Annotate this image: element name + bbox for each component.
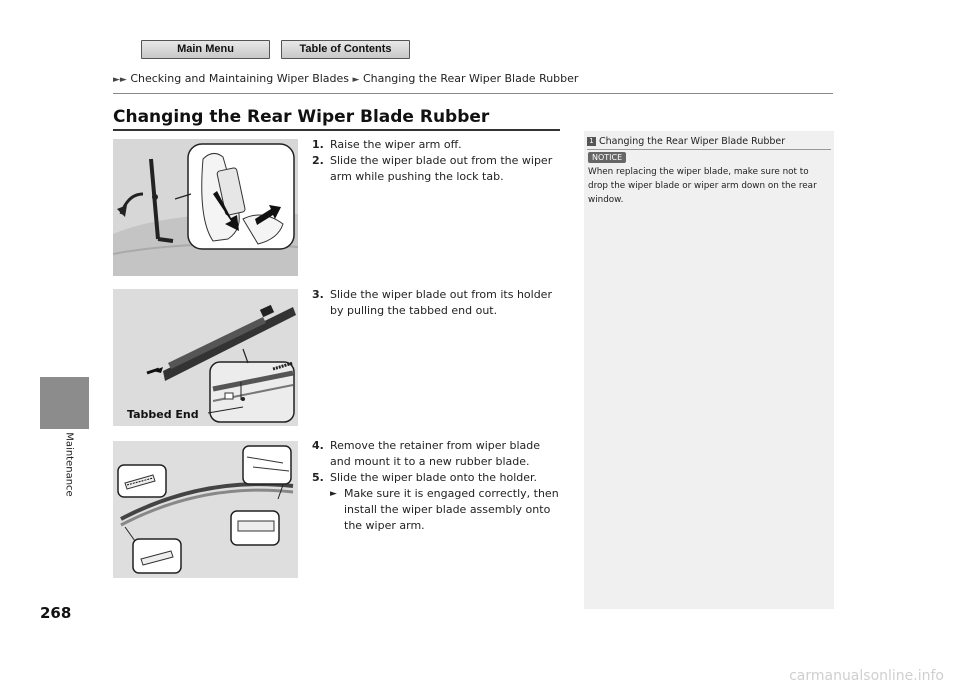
figure-wiper-arm-removal xyxy=(113,139,298,276)
step-5-substep: ► Make sure it is engaged correctly, then install the wiper blade assembly onto the wiper arm. xyxy=(330,487,559,532)
wiper-arm-illustration xyxy=(113,139,298,276)
sidebar-note-panel xyxy=(584,131,834,609)
page-title: Changing the Rear Wiper Blade Rubber xyxy=(113,107,490,127)
note-text: When replacing the wiper blade, make sure not to drop the wiper blade or wiper arm down on the rear window. xyxy=(588,167,817,205)
steps-group-3 xyxy=(312,438,564,534)
breadcrumb-current: Changing the Rear Wiper Blade Rubber xyxy=(362,72,579,85)
breadcrumb-parent-link[interactable]: Checking and Maintaining Wiper Blades xyxy=(130,72,350,85)
breadcrumb-separator-icon: ► xyxy=(352,75,360,85)
main-menu-button[interactable]: Main Menu xyxy=(141,40,270,59)
figure-tabbed-end xyxy=(113,289,298,426)
substep-arrow-icon: ► xyxy=(330,489,337,499)
watermark-text: carmanualsonline.info xyxy=(789,668,944,684)
step-2: 2. Slide the wiper blade out from the wiper arm while pushing the lock tab. xyxy=(312,154,553,183)
note-header xyxy=(587,136,785,147)
page-number: 268 xyxy=(40,604,72,622)
figure-retainer xyxy=(113,441,298,578)
step-3: 3. Slide the wiper blade out from its holder by pulling the tabbed end out. xyxy=(312,288,552,317)
section-tab-marker xyxy=(40,377,89,429)
note-title: Changing the Rear Wiper Blade Rubber xyxy=(599,136,786,147)
table-of-contents-button[interactable]: Table of Contents xyxy=(281,40,410,59)
notice-badge: NOTICE xyxy=(588,152,626,163)
title-underline xyxy=(113,129,560,131)
steps-group-2 xyxy=(312,287,562,319)
breadcrumb xyxy=(113,72,578,85)
breadcrumb-arrows-icon: ►► xyxy=(113,75,127,85)
rubber-blade-retainer-illustration xyxy=(113,441,298,578)
section-tab-label: Maintenance xyxy=(63,432,75,497)
step-1: 1. Raise the wiper arm off. xyxy=(312,138,462,151)
note-ref-icon: 1 xyxy=(587,137,596,146)
note-divider xyxy=(587,149,831,150)
step-5: 5. Slide the wiper blade onto the holder. xyxy=(312,471,538,484)
tabbed-end-label: Tabbed End xyxy=(127,408,199,421)
header-divider xyxy=(113,93,833,94)
step-4: 4. Remove the retainer from wiper blade and mount it to a new rubber blade. xyxy=(312,439,541,468)
steps-group-1 xyxy=(312,137,562,185)
wiper-blade-holder-illustration xyxy=(113,289,298,426)
